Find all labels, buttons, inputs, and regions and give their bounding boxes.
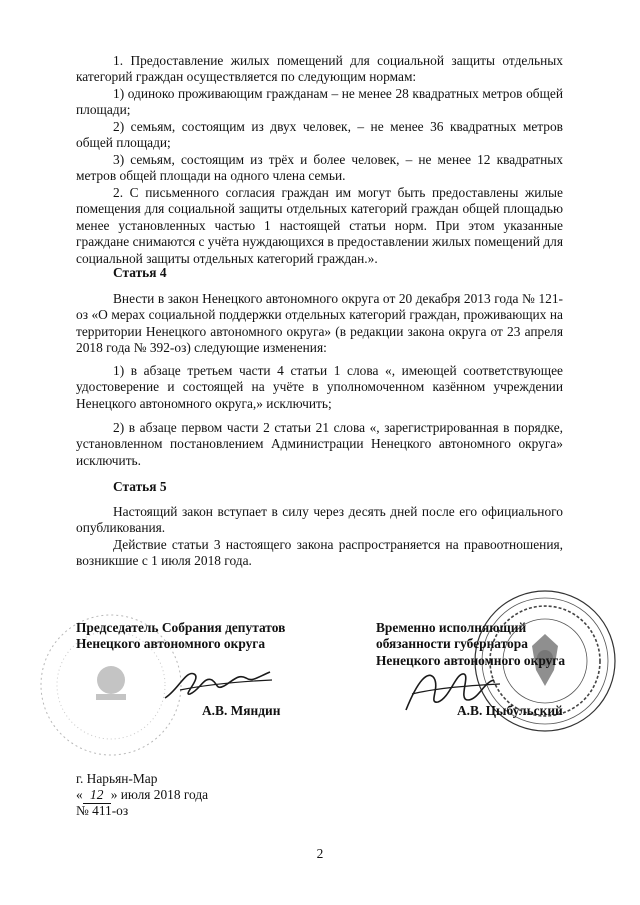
paragraph-norm-1: 1) одиноко проживающим гражданам – не менее 28 квадратных метров общей площади; [76,86,563,118]
paragraph-norms-intro: 1. Предоставление жилых помещений для социальной защиты отдельных категорий граждан осуществляется по следующим нормам: [76,53,563,85]
right-sign-title-line-3: Ненецкого автономного округа [376,652,566,668]
paragraph-article-4-intro: Внести в закон Ненецкого автономного округа от 20 декабря 2013 года № 121-оз «О мерах социальной поддержки отдельных категорий граждан, проживающих на территории Ненецкого автономного округа» (в редакции закона округа от 23 апреля 2018 года № 392-оз) следующие изменения: [76,291,563,356]
paragraph-article-5-entry: Настоящий закон вступает в силу через десять дней после его официального опубликования. [76,504,563,536]
paragraph-norm-3: 3) семьям, состоящим из трёх и более человек, – не менее 12 квадратных метров общей площади на одного члена семьи. [76,152,563,184]
article-5-heading: Статья 5 [113,479,167,494]
law-number: № 411-оз [76,803,129,818]
left-sign-title-line-2: Ненецкого автономного округа [76,636,266,652]
paragraph-article-5-scope: Действие статьи 3 настоящего закона распространяется на правоотношения, возникшие с 1 июля 2018 года. [76,537,563,569]
left-signature-block [76,620,285,653]
date-day: 12 [83,787,111,804]
date-suffix: » июля 2018 года [110,787,209,802]
left-sign-title-line-1: Председатель Собрания депутатов [76,620,286,635]
signing-date [76,787,208,804]
left-signature-icon [160,660,280,705]
paragraph-article-4-item-2: 2) в абзаце первом части 2 статьи 21 слова «, зарегистрированная в порядке, установленном постановлением Администрации Ненецкого автономного округа» исключить. [76,420,563,468]
right-sign-title-line-2: обязанности губернатора [376,636,528,652]
place-of-signing: г. Нарьян-Мар [76,771,158,786]
right-sign-name: А.В. Цыбульский [457,703,563,718]
right-signature-block [376,620,565,669]
article-4-heading: Статья 4 [113,265,167,280]
paragraph-norm-2: 2) семьям, состоящим из двух человек, – не менее 36 квадратных метров общей площади; [76,119,563,151]
paragraph-part-2: 2. С письменного согласия граждан им могут быть предоставлены жилые помещения для социальной защиты отдельных категорий граждан общей площадью менее установленных частью 1 настоящей статьи норм. При этом указанные граждане снимаются с учёта нуждающихся в предоставлении жилых помещений для социальной защиты отдельных категорий граждан.». [76,185,563,266]
page-number: 2 [316,846,324,861]
paragraph-article-4-item-1: 1) в абзаце третьем части 4 статьи 1 слова «, имеющей соответствующее удостоверение и состоящей на учёте в уполномоченном казённом учреждении Ненецкого автономного округа,» исключить; [76,363,563,411]
date-prefix: « [76,787,83,802]
right-sign-title-line-1: Временно исполняющий [376,620,527,635]
left-sign-name: А.В. Мяндин [202,703,281,718]
